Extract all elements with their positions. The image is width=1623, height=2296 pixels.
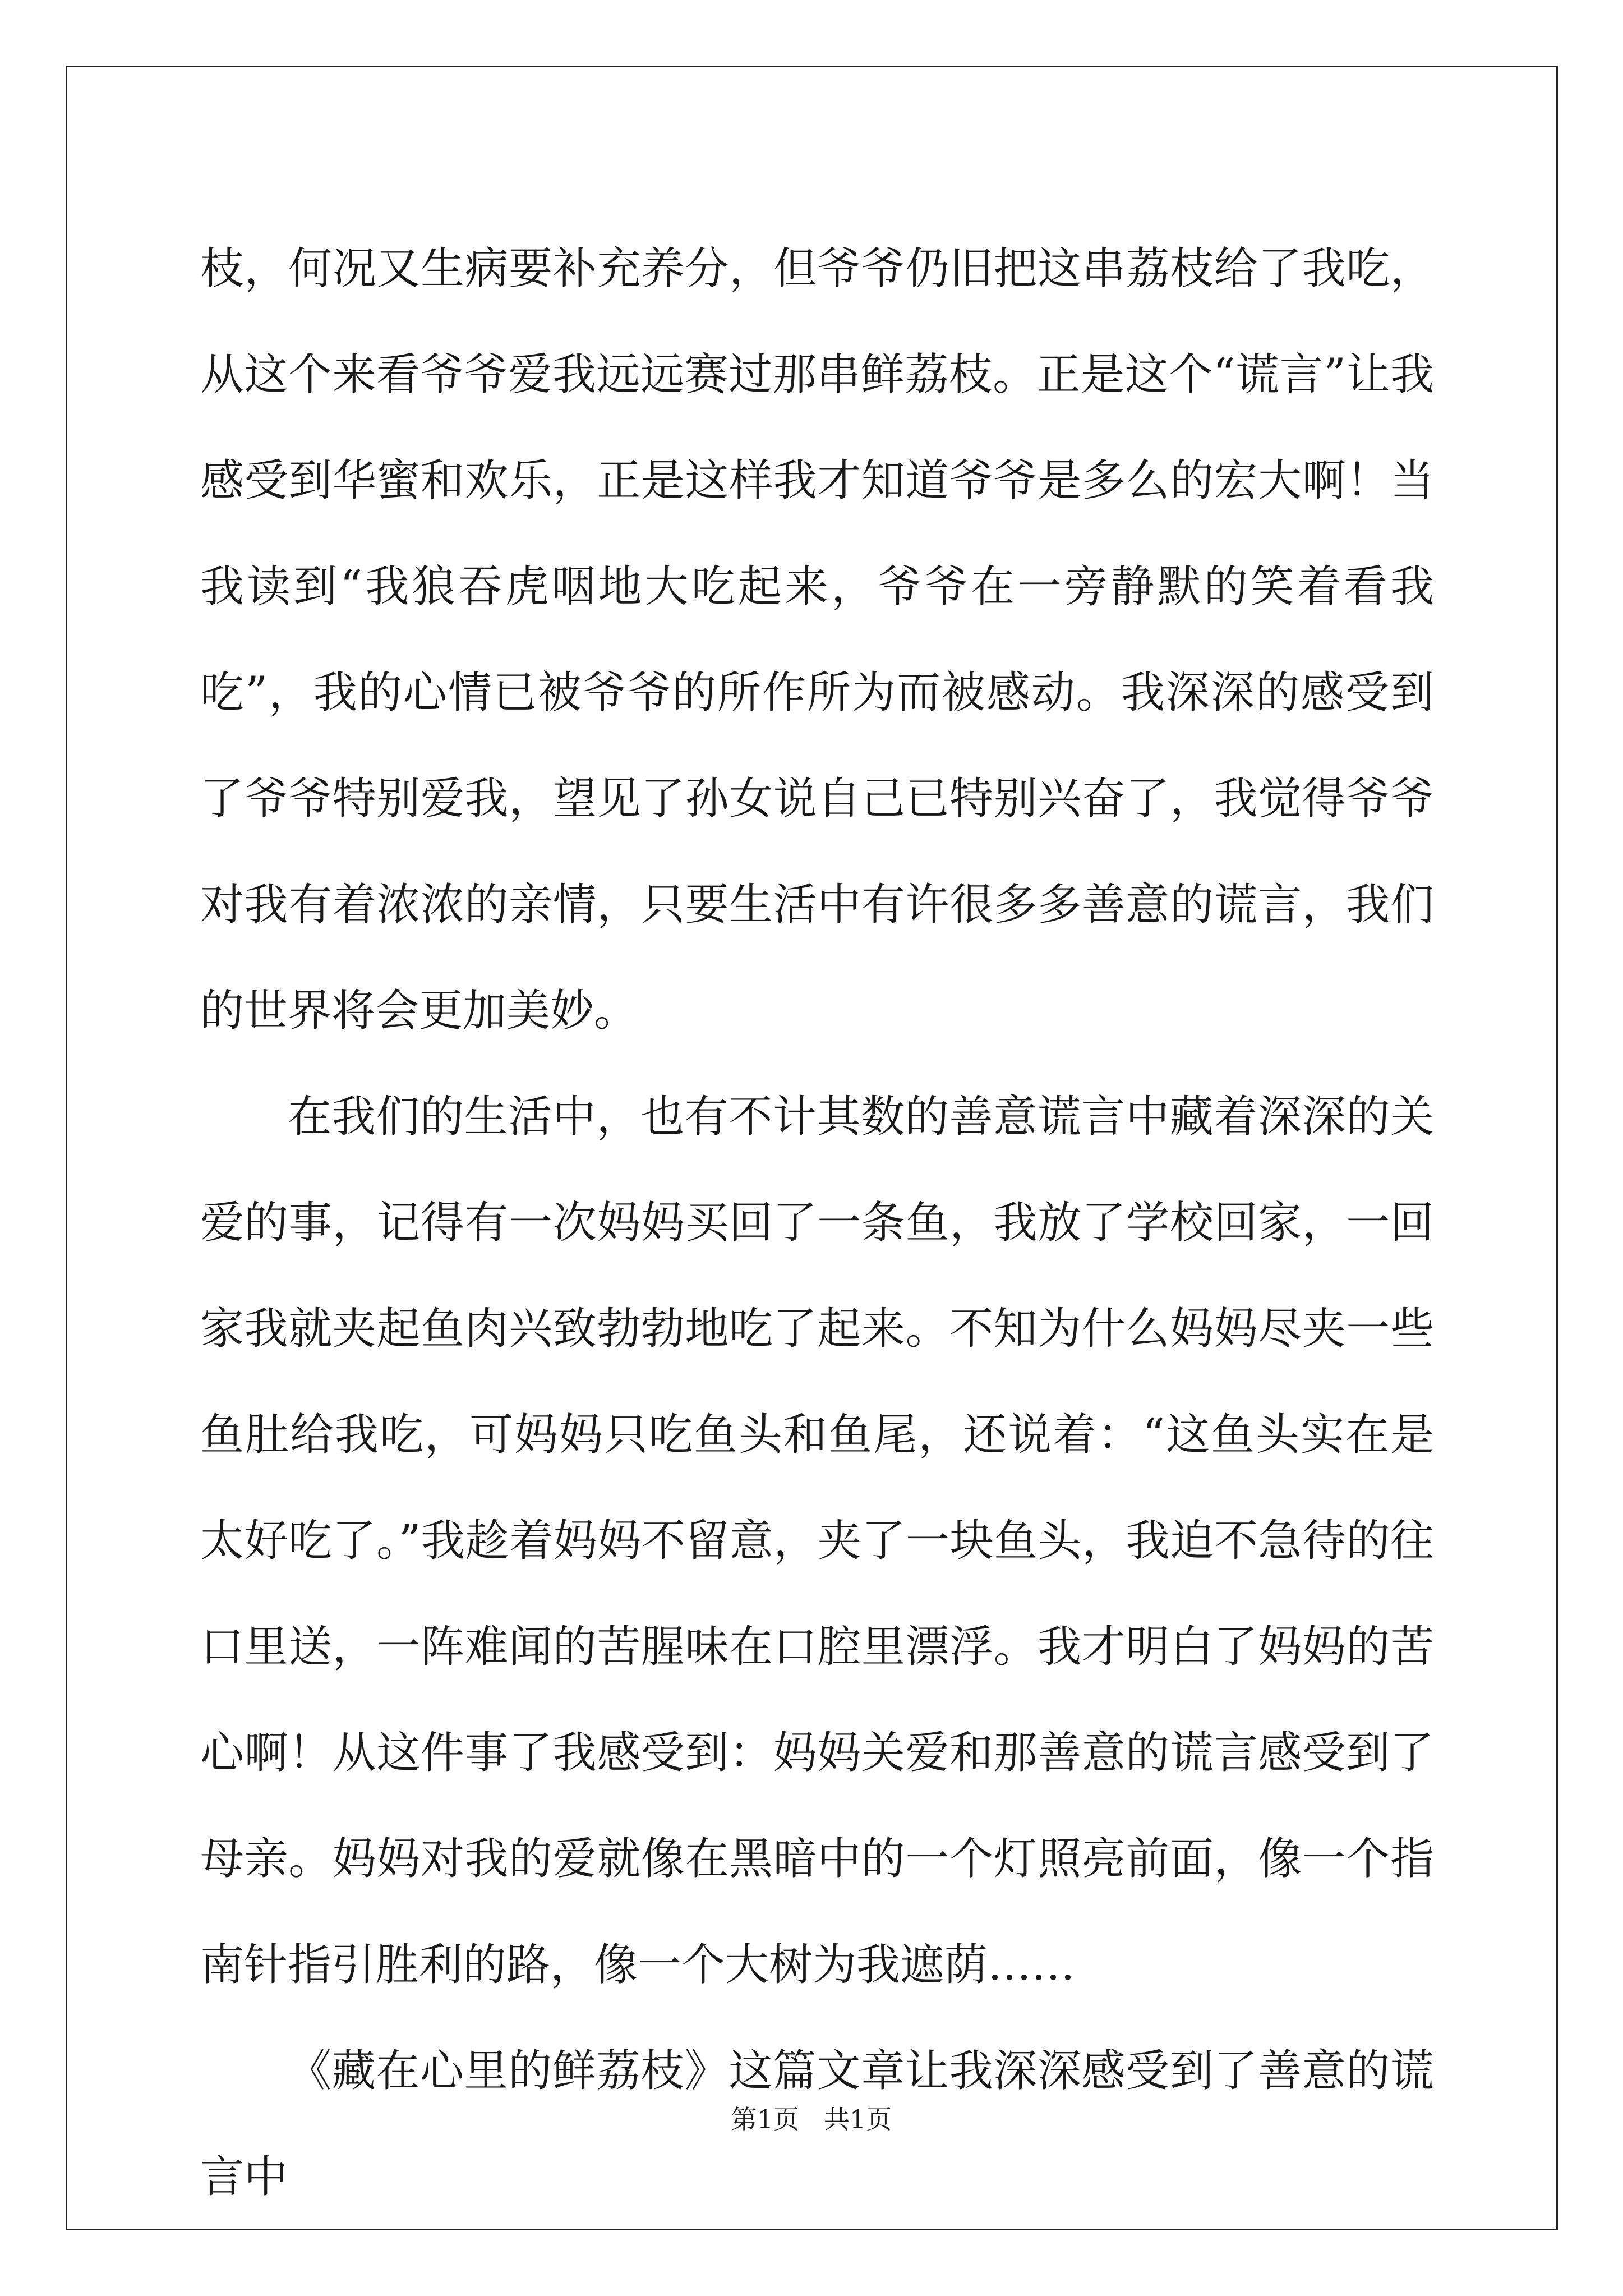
document-body [200, 216, 1434, 2230]
page-number: 第1页 [731, 2104, 800, 2134]
paragraph-3: 《藏在心里的鲜荔枝》这篇文章让我深深感受到了善意的谎言中 [200, 2046, 1434, 2202]
paragraph-1: 枝，何况又生病要补充养分，但爷爷仍旧把这串荔枝给了我吃，从这个来看爷爷爱我远远赛过那串鲜荔枝。正是这个“谎言”让我感受到华蜜和欢乐，正是这样我才知道爷爷是多么的宏大啊！当我读到“我狼吞虎咽地大吃起来，爷爷在一旁静默的笑着看我吃”，我的心情已被爷爷的所作所为而被感动。我深深的感受到了爷爷特别爱我，望见了孙女说自己已特别兴奋了，我觉得爷爷对我有着浓浓的亲情，只要生活中有许很多多善意的谎言，我们的世界将会更加美妙。 [200, 243, 1434, 1036]
paragraph-2: 在我们的生活中，也有不计其数的善意谎言中藏着深深的关爱的事，记得有一次妈妈买回了一条鱼，我放了学校回家，一回家我就夹起鱼肉兴致勃勃地吃了起来。不知为什么妈妈尽夹一些鱼肚给我吃，可妈妈只吃鱼头和鱼尾，还说着：“这鱼头实在是太好吃了。”我趁着妈妈不留意，夹了一块鱼头，我迫不急待的往口里送，一阵难闻的苦腥味在口腔里漂浮。我才明白了妈妈的苦心啊！从这件事了我感受到：妈妈关爱和那善意的谎言感受到了母亲。妈妈对我的爱就像在黑暗中的一个灯照亮前面，像一个指南针指引胜利的路，像一个大树为我遮荫…… [200, 1092, 1434, 1990]
page-total: 共1页 [823, 2104, 892, 2134]
page-footer [0, 2099, 1623, 2136]
